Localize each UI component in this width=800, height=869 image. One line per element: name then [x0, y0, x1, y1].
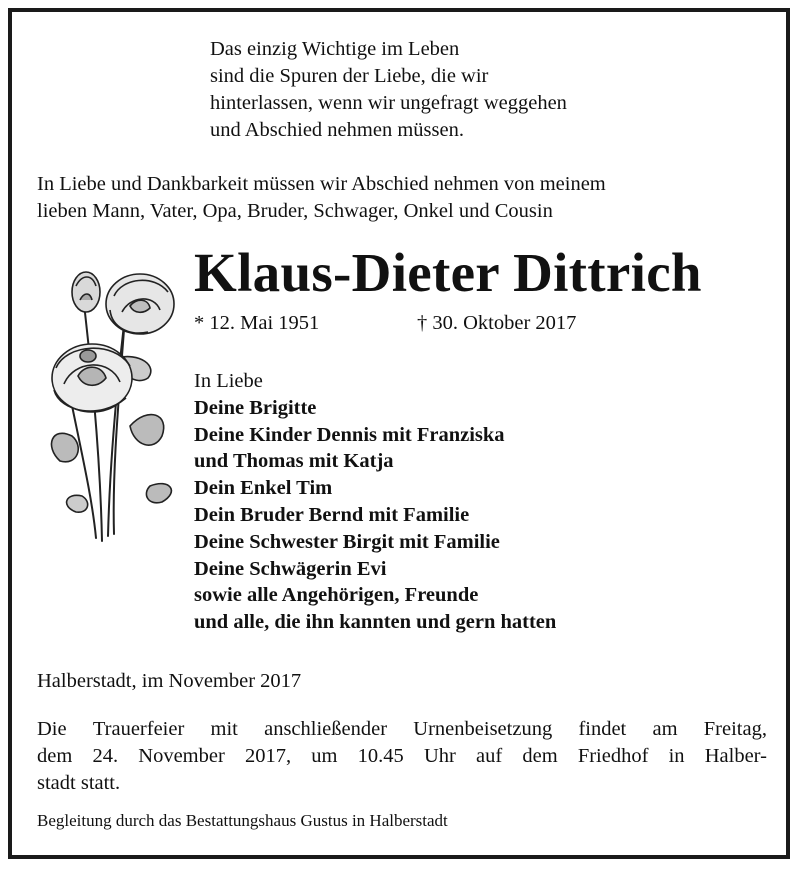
funeral-word: dem	[522, 745, 558, 767]
funeral-word: 10.45	[357, 745, 404, 767]
funeral-word: um	[311, 745, 338, 767]
funeral-info	[37, 716, 767, 797]
funeral-word: findet	[578, 718, 627, 740]
funeral-word: anschließender	[264, 718, 388, 740]
funeral-word: Trauerfeier	[92, 718, 185, 740]
poem-line: Das einzig Wichtige im Leben	[210, 38, 460, 60]
intro-line: In Liebe und Dankbarkeit müssen wir Abschied nehmen von meinem	[37, 173, 606, 195]
funeral-word: Die	[37, 718, 67, 740]
funeral-word: mit	[210, 718, 238, 740]
mourner: und alle, die ihn kannten und gern hatten	[194, 611, 557, 634]
mourner: Deine Brigitte	[194, 396, 317, 419]
funeral-word: November	[138, 745, 225, 767]
mourners-opening: In Liebe	[194, 370, 263, 392]
funeral-word: Uhr	[423, 745, 456, 767]
mourner: sowie alle Angehörigen, Freunde	[194, 584, 479, 607]
funeral-line	[37, 716, 767, 743]
death-date: † 30. Oktober 2017	[417, 312, 577, 334]
funeral-word: Urnenbeisetzung	[413, 718, 553, 740]
funeral-word: Freitag,	[703, 718, 767, 740]
funeral-word: Friedhof	[577, 745, 649, 767]
mourner: Deine Kinder Dennis mit Franziska	[194, 423, 505, 446]
roses-icon	[30, 256, 190, 546]
mourner: und Thomas mit Katja	[194, 450, 394, 473]
mourners-list	[194, 368, 556, 636]
funeral-word: am	[652, 718, 678, 740]
mourner: Dein Enkel Tim	[194, 477, 333, 500]
poem-line: und Abschied nehmen müssen.	[210, 119, 464, 141]
funeral-word: 2017,	[244, 745, 292, 767]
funeral-line: stadt statt.	[37, 772, 121, 794]
mourner: Dein Bruder Bernd mit Familie	[194, 503, 470, 526]
funeral-word: auf	[476, 745, 503, 767]
poem-line: hinterlassen, wenn wir ungefragt weggehen	[210, 92, 567, 114]
funeral-line	[37, 743, 767, 770]
deceased-name: Klaus-Dieter Dittrich	[194, 242, 702, 303]
poem	[210, 36, 567, 144]
obituary-notice	[8, 8, 790, 859]
undertaker-note: Begleitung durch das Bestattungshaus Gustus in Halberstadt	[37, 811, 448, 830]
life-dates	[194, 310, 577, 336]
birth-date: * 12. Mai 1951	[194, 312, 320, 334]
intro-text	[37, 171, 606, 225]
funeral-word: Halber-	[704, 745, 767, 767]
mourner: Deine Schwester Birgit mit Familie	[194, 530, 500, 553]
poem-line: sind die Spuren der Liebe, die wir	[210, 65, 489, 87]
funeral-word: dem	[37, 745, 73, 767]
mourner: Deine Schwägerin Evi	[194, 557, 387, 580]
funeral-word: in	[668, 745, 685, 767]
intro-line: lieben Mann, Vater, Opa, Bruder, Schwager, Onkel und Cousin	[37, 200, 553, 222]
funeral-word: 24.	[92, 745, 119, 767]
place-date: Halberstadt, im November 2017	[37, 670, 302, 692]
